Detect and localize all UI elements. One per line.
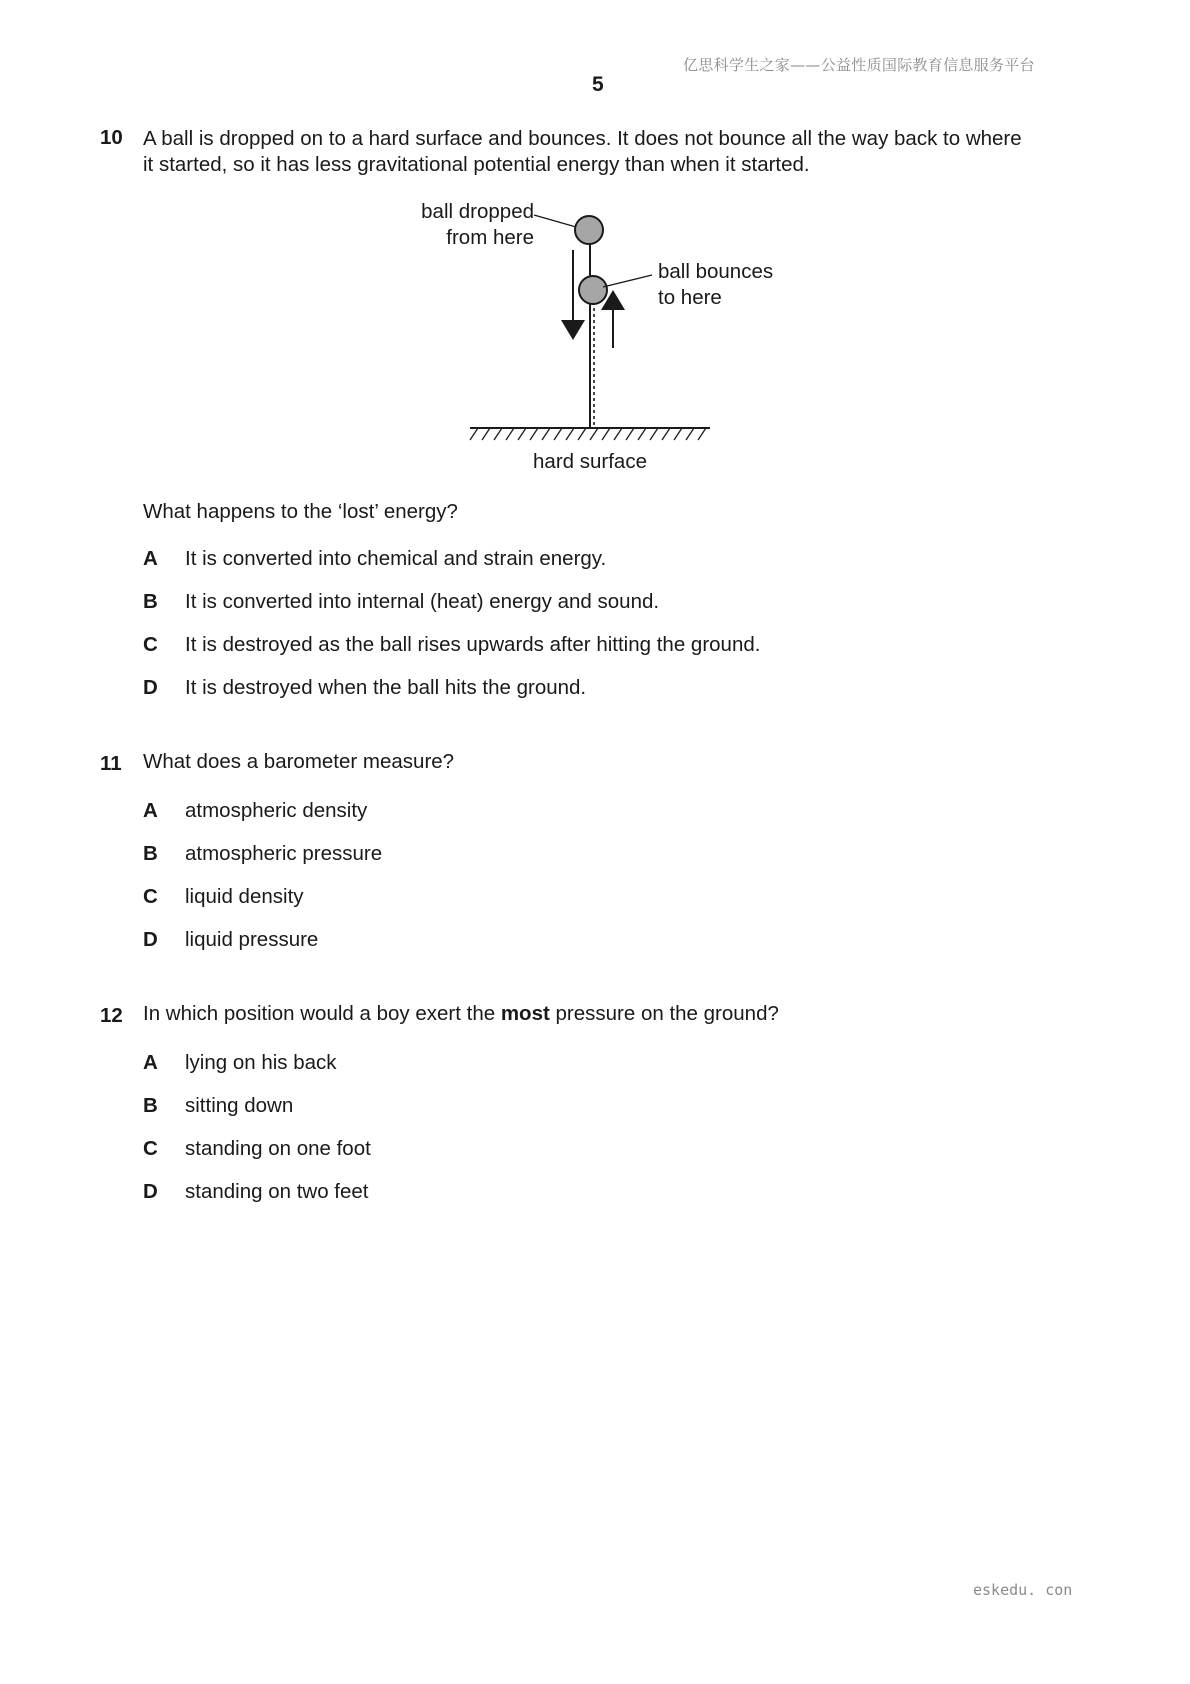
watermark-top: 亿思科学生之家——公益性质国际教育信息服务平台 bbox=[683, 56, 1035, 74]
question-text-start: In which position would a boy exert the bbox=[143, 1002, 501, 1025]
option-letter: C bbox=[143, 885, 158, 908]
question-text: What does a barometer measure? bbox=[143, 750, 455, 773]
option-letter: A bbox=[143, 1051, 158, 1074]
option-letter: B bbox=[143, 842, 158, 865]
leader-line-bounces bbox=[603, 275, 652, 287]
leader-line-dropped bbox=[534, 215, 576, 227]
label-dropped-line-1: ball dropped bbox=[421, 200, 534, 223]
option-text: standing on two feet bbox=[185, 1180, 369, 1203]
option-letter: D bbox=[143, 676, 158, 699]
option-text: It is destroyed when the ball hits the ground. bbox=[185, 676, 587, 699]
question-text-line-2: it started, so it has less gravitational potential energy than when it started. bbox=[143, 153, 810, 176]
label-bounces-line-1: ball bounces bbox=[658, 260, 774, 283]
question-prompt: What happens to the ‘lost’ energy? bbox=[143, 500, 458, 523]
ball-bounce-diagram bbox=[390, 195, 790, 485]
option-letter: D bbox=[143, 1180, 158, 1203]
option-letter: A bbox=[143, 547, 158, 570]
option-text: liquid pressure bbox=[185, 928, 319, 951]
option-text: standing on one foot bbox=[185, 1137, 371, 1160]
question-number: 12 bbox=[100, 1004, 123, 1027]
label-dropped-line-2: from here bbox=[446, 226, 534, 249]
option-text: liquid density bbox=[185, 885, 304, 908]
watermark-bottom: eskedu. con bbox=[973, 1581, 1073, 1599]
ground-hatching bbox=[470, 428, 706, 440]
ball-bounce-height bbox=[579, 276, 607, 304]
question-text bbox=[143, 1001, 779, 1027]
question-number: 11 bbox=[100, 752, 122, 775]
question-number: 10 bbox=[100, 126, 123, 149]
option-letter: B bbox=[143, 1094, 158, 1117]
ball-start bbox=[575, 216, 603, 244]
option-text: It is destroyed as the ball rises upwards after hitting the ground. bbox=[185, 633, 761, 656]
label-hard-surface: hard surface bbox=[533, 450, 647, 473]
question-text-line-1: A ball is dropped on to a hard surface and bounces. It does not bounce all the way back to where bbox=[143, 127, 1022, 150]
option-text: atmospheric pressure bbox=[185, 842, 383, 865]
label-bounces-line-2: to here bbox=[658, 286, 722, 309]
option-letter: C bbox=[143, 1137, 158, 1160]
question-text-end: pressure on the ground? bbox=[549, 1002, 779, 1025]
option-text: atmospheric density bbox=[185, 799, 368, 822]
option-letter: B bbox=[143, 590, 158, 613]
option-letter: D bbox=[143, 928, 158, 951]
option-letter: C bbox=[143, 633, 158, 656]
option-text: It is converted into internal (heat) energy and sound. bbox=[185, 590, 660, 613]
page-number: 5 bbox=[592, 73, 604, 96]
option-text: It is converted into chemical and strain energy. bbox=[185, 547, 607, 570]
option-text: lying on his back bbox=[185, 1051, 337, 1074]
option-text: sitting down bbox=[185, 1094, 294, 1117]
question-text-emphasis: most bbox=[500, 1002, 550, 1025]
option-letter: A bbox=[143, 799, 158, 822]
